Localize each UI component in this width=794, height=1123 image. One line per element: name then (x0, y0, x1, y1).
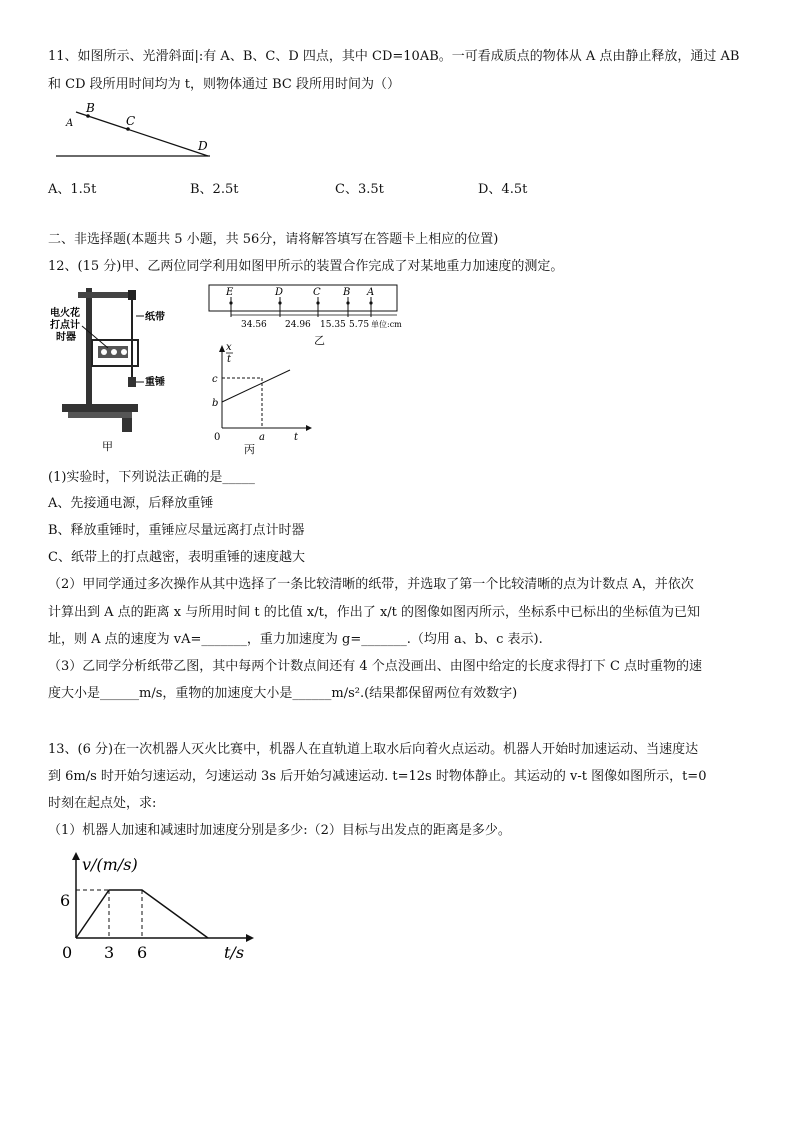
figure-yi (205, 283, 405, 331)
bing-ylabel-bottom: t (227, 354, 232, 365)
q13-line1: 13、(6 分)在一次机器人灭火比赛中，机器人在直轨道上取水后向着火点运动。机器人开始时加速运动、当速度达 (48, 742, 699, 757)
vt-ylabel: v/(m/s) (82, 855, 138, 874)
tape-label-c: C (313, 287, 321, 298)
figure-bing (206, 340, 316, 455)
caption-bing: 丙 (244, 443, 255, 455)
tape-label-e: E (226, 287, 234, 298)
vt-xtick-6: 6 (137, 943, 148, 962)
label-b: B (86, 101, 95, 115)
vt-origin: 0 (62, 943, 73, 962)
q13-line4: （1）机器人加速和减速时加速度分别是多少:（2）目标与出发点的距离是多少。 (48, 823, 511, 838)
tape-length-cb: 15.35 (320, 320, 346, 330)
q12-option-b: B、释放重锤时，重锤应尽量远离打点计时器 (48, 523, 305, 538)
vt-graph (48, 848, 258, 966)
label-timer-1: 电火花 (50, 308, 80, 319)
q11-option-d: D、4.5t (478, 182, 528, 197)
label-d: D (198, 139, 208, 153)
tape-label-a: A (367, 287, 375, 298)
bing-line (222, 370, 290, 402)
label-a: A (66, 118, 74, 129)
q11-option-c: C、3.5t (335, 182, 384, 197)
q13-line2: 到 6m/s 时开始匀速运动，匀速运动 3s 后开始匀减速运动. t=12s 时物体静止。其运动的 v-t 图像如图所示，t=0 (48, 769, 707, 784)
bing-tick-b: b (212, 398, 219, 409)
tape-length-ba: 5.75 (349, 320, 370, 330)
caption-yi: 乙 (314, 334, 325, 347)
q11-option-b: B、2.5t (190, 182, 239, 197)
tape-point-c (316, 297, 319, 317)
vt-xlabel: t/s (224, 943, 245, 962)
q12-stem: 12、(15 分)甲、乙两位同学利用如图甲所示的装置合作完成了对某地重力加速度的测定。 (48, 259, 564, 274)
incline-line (76, 112, 208, 156)
label-timer-2: 打点计 (50, 320, 80, 331)
tape-length-dc: 24.96 (285, 320, 311, 330)
tape-point-a (369, 297, 372, 317)
q12-option-c: C、纸带上的打点越密，表明重锤的速度越大 (48, 550, 305, 565)
bing-tick-a: a (259, 432, 265, 443)
q12-part2-line1: （2）甲同学通过多次操作从其中选择了一条比较清晰的纸带，并选取了第一个比较清晰的点为计数点 A，并依次 (48, 577, 694, 592)
q11-line1: 11、如图所示、光滑斜面|:有 A、B、C、D 四点，其中 CD=10AB。一可看成质点的物体从 A 点由静止释放，通过 AB (48, 49, 740, 64)
top-clamp (78, 292, 136, 298)
bing-origin: 0 (214, 432, 221, 443)
tape-label-b: B (343, 287, 351, 298)
q11-line2: 和 CD 段所用时间均为 t，则物体通过 BC 段所用时间为（） (48, 77, 400, 92)
q13-line3: 时刻在起点处，求: (48, 796, 157, 811)
bing-ylabel-top: x (226, 342, 232, 353)
vt-xtick-3: 3 (104, 943, 115, 962)
tape-length-ed: 34.56 (241, 320, 267, 330)
vt-ytick-6: 6 (60, 891, 71, 910)
q12-option-a: A、先接通电源，后释放重锤 (48, 496, 214, 511)
tape-label-d: D (275, 287, 284, 298)
q12-part1: (1)实验时，下列说法正确的是_____ (48, 470, 255, 485)
q12-part3-line1: （3）乙同学分析纸带乙图，其中每两个计数点间还有 4 个点没画出、由图中给定的长度求得打下 C 点时重物的速 (48, 659, 703, 674)
tape-point-d (278, 297, 281, 317)
stand-base (62, 404, 138, 412)
bing-xlabel: t (294, 432, 299, 443)
label-timer-3: 时器 (56, 332, 76, 343)
label-c: C (126, 114, 136, 128)
incline-figure (48, 100, 218, 162)
label-tape: 纸带 (145, 312, 165, 323)
q11-option-a: A、1.5t (48, 182, 97, 197)
weight (128, 377, 136, 387)
caption-jia: 甲 (102, 440, 113, 453)
bing-tick-c: c (212, 374, 218, 385)
tape-unit: 单位:cm (371, 320, 402, 329)
tape-point-b (346, 297, 349, 317)
figure-jia (48, 282, 193, 457)
q12-part2-line2: 计算出到 A 点的距离 x 与所用时间 t 的比值 x/t，作出了 x/t 的图像如图丙所示，坐标系中已标出的坐标值为已知 (48, 605, 701, 620)
tape-point-e (229, 297, 232, 317)
label-weight: 重锤 (145, 377, 165, 388)
section2-heading: 二、非选择题(本题共 5 小题，共 56分，请将解答填写在答题卡上相应的位置) (48, 232, 499, 247)
q12-part3-line2: 度大小是______m/s，重物的加速度大小是______m/s².(结果都保留两位有效数字) (48, 686, 518, 701)
q12-part2-line3: 址，则 A 点的速度为 vA=_______，重力加速度为 g=_______.（均用 a、b、c 表示). (48, 632, 543, 647)
